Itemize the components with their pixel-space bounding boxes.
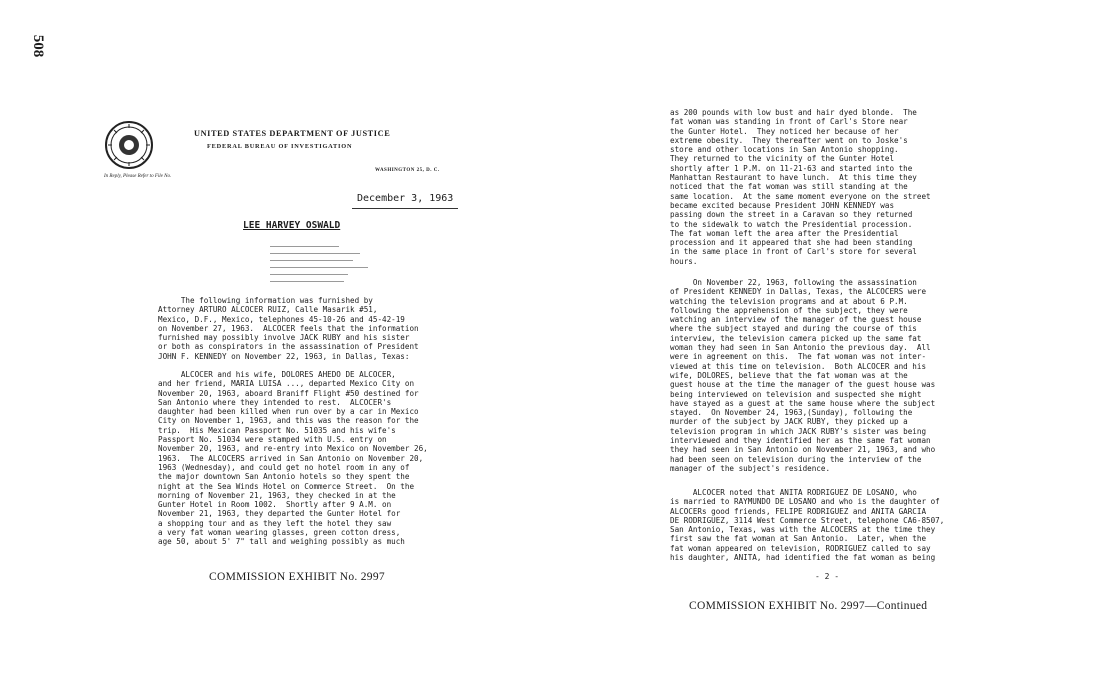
page-marker: - 2 -: [815, 572, 840, 581]
reply-note: In Reply, Please Refer to File No.: [104, 174, 172, 179]
right-paragraph-1: as 200 pounds with low bust and hair dyed blonde. The fat woman was standing in front of Carl's Store near the Gunter Hotel. They noticed her because of her extreme obesity. They thereafter went on to Joske's store and other locations in San Antonio shopping. They returned to the vicinity of the Gunter Hotel shortly after 1 P.M. on 11-21-63 and started into the Manhattan Restaurant to have lunch. At this time they noticed that the fat woman was still standing at the same location. At the same moment everyone on the street became excited because President JOHN KENNEDY was passing down the street in a Caravan so they returned to the sidewalk to watch the Presidential procession. The fat woman left the area after the Presidential procession and it appeared that she had been standing in the same place in front of Carl's store for several hours.: [670, 108, 931, 266]
left-paragraph-1: The following information was furnished by Attorney ARTURO ALCOCER RUIZ, Calle Masarik #51, Mexico, D.F., Mexico, telephones 45-10-26 and 45-42-19 on November 27, 1963. ALCOCER feels that the information furnished may possibly involve JACK RUBY and his sister or both as conspirators in the assassination of President JOHN F. KENNEDY on November 22, 1963, in Dallas, Texas:: [158, 296, 419, 361]
right-paragraph-2: On November 22, 1963, following the assassination of President KENNEDY in Dallas, Texas, the ALCOCERS were watching the television programs and at about 6 P.M. following the apprehension of the subject, they were watching an interview of the manager of the guest house where the subject stayed and during the course of this interview, the television camera picked up the same fat woman they had seen in San Antonio the previous day. All were in agreement on this. The fat woman was not inter- viewed at this time on television. Both ALCOCER and his wife, DOLORES, believe that the fat woman was at the guest house at the time the manager of the guest house was being interviewed on television and suspected she might have stayed as a guest at the same house where the subject stayed. On November 24, 1963,(Sunday), following the murder of the subject by JACK RUBY, they picked up a television program in which JACK RUBY's sister was being interviewed and they identified her as the same fat woman they had seen in San Antonio on November 21, 1963, and who had been seen on television during the interview of the manager of the subject's residence.: [670, 278, 936, 473]
location-line: WASHINGTON 25, D. C.: [375, 168, 440, 173]
letter-date: December 3, 1963: [357, 193, 454, 204]
department-heading: UNITED STATES DEPARTMENT OF JUSTICE: [194, 129, 391, 138]
exhibit-caption-right: COMMISSION EXHIBIT No. 2997—Continued: [689, 600, 928, 612]
exhibit-caption-left: COMMISSION EXHIBIT No. 2997: [209, 571, 385, 583]
date-underline: [352, 208, 458, 209]
bureau-heading: FEDERAL BUREAU OF INVESTIGATION: [207, 143, 353, 150]
right-paragraph-3: ALCOCER noted that ANITA RODRIGUEZ DE LOSANO, who is married to RAYMUNDO DE LOSANO and who is the daughter of ALCOCERs good friends, FELIPE RODRIGUEZ and ANITA GARCIA DE RODRIGUEZ, 3114 West Commerce Street, telephone CA6-8507, San Antonio, Texas, was with the ALCOCERS at the time they first saw the fat woman at San Antonio. Later, when the fat woman appeared on television, RODRIGUEZ called to say his daughter, ANITA, had identified the fat woman as being: [670, 488, 945, 563]
department-seal-icon: [104, 120, 154, 170]
left-paragraph-2: ALCOCER and his wife, DOLORES AHEDO DE ALCOCER, and her friend, MARIA LUISA ..., departed Mexico City on November 20, 1963, aboard Braniff Flight #50 destined for San Antonio where they intended to rest. ALCOCER's daughter had been killed when run over by a car in Mexico City on November 1, 1963, and this was the reason for the trip. His Mexican Passport No. 51035 and his wife's Passport No. 51034 were stamped with U.S. entry on November 20, 1963, and re-entry into Mexico on November 26, 1963. The ALCOCERS arrived in San Antonio on November 20, 1963 (Wednesday), and could get no hotel room in any of the major downtown San Antonio hotels so they spent the night at the Sea Winds Hotel on Commerce Street. On the morning of November 21, 1963, they checked in at the Gunter Hotel in Room 1002. Shortly after 9 A.M. on November 21, 1963, they departed the Gunter Hotel for a shopping tour and as they left the hotel they saw a very fat woman wearing glasses, green cotton dress, age 50, about 5' 7" tall and weighing possibly as much: [158, 370, 428, 547]
subject-line: LEE HARVEY OSWALD: [243, 220, 341, 231]
faded-stamp: [270, 246, 368, 288]
page-number: 508: [30, 34, 46, 58]
